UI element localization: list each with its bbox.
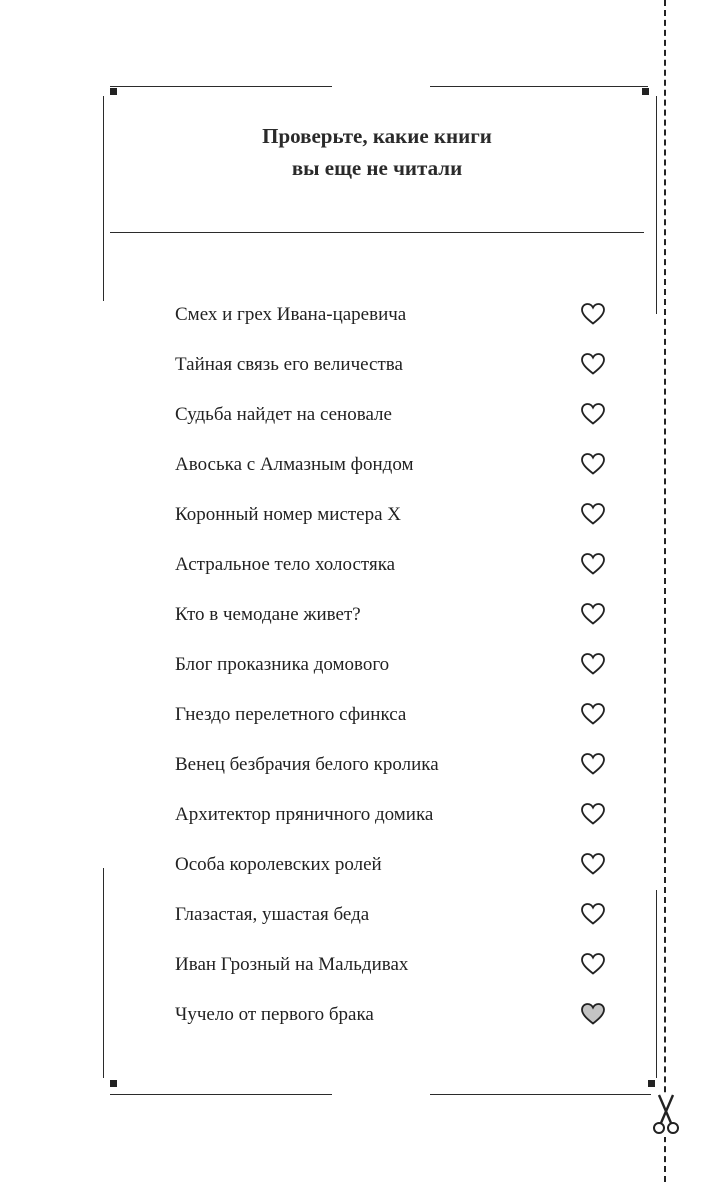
- title-line-2: вы еще не читали: [291, 156, 463, 180]
- list-item: [175, 650, 615, 690]
- list-item: [175, 350, 615, 390]
- book-title: Коронный номер мистера Х: [175, 504, 402, 525]
- book-title: Иван Грозный на Мальдивах: [175, 954, 409, 975]
- list-item: [175, 1000, 615, 1040]
- book-title: Глазастая, ушастая беда: [175, 904, 370, 925]
- book-title: Венец безбрачия белого кролика: [175, 754, 439, 775]
- book-title: Кто в чемодане живет?: [175, 604, 361, 625]
- list-item: [175, 450, 615, 490]
- book-title: Авоська с Алмазным фондом: [175, 454, 414, 475]
- heart-icon[interactable]: [580, 702, 606, 726]
- list-item: [175, 950, 615, 990]
- book-title: Особа королевских ролей: [175, 854, 382, 875]
- list-item: [175, 600, 615, 640]
- list-item: [175, 900, 615, 940]
- heart-icon[interactable]: [580, 302, 606, 326]
- list-item: [175, 400, 615, 440]
- list-item: [175, 500, 615, 540]
- heart-icon[interactable]: [580, 652, 606, 676]
- book-title: Блог проказника домового: [175, 654, 390, 675]
- list-item: [175, 300, 615, 340]
- list-item: [175, 750, 615, 790]
- list-item: [175, 850, 615, 890]
- book-title: Гнездо перелетного сфинкса: [175, 704, 407, 725]
- book-title: Тайная связь его величества: [175, 354, 403, 375]
- heart-icon[interactable]: [580, 352, 606, 376]
- heart-icon[interactable]: [580, 852, 606, 876]
- book-title: Архитектор пряничного домика: [175, 804, 434, 825]
- heart-filled-icon[interactable]: [580, 1002, 606, 1026]
- list-item: [175, 700, 615, 740]
- heart-icon[interactable]: [580, 902, 606, 926]
- heart-icon[interactable]: [580, 552, 606, 576]
- heart-icon[interactable]: [580, 952, 606, 976]
- book-title: Чучело от первого брака: [175, 1004, 374, 1025]
- book-title: Судьба найдет на сеновале: [175, 404, 392, 425]
- heart-icon[interactable]: [580, 802, 606, 826]
- heart-icon[interactable]: [580, 602, 606, 626]
- heart-icon[interactable]: [580, 402, 606, 426]
- heart-icon[interactable]: [580, 752, 606, 776]
- book-title: Смех и грех Ивана-царевича: [175, 304, 407, 325]
- heart-icon[interactable]: [580, 452, 606, 476]
- list-item: [175, 550, 615, 590]
- book-title: Астральное тело холостяка: [175, 554, 396, 575]
- title-line-1: Проверьте, какие книги: [262, 124, 492, 148]
- list-item: [175, 800, 615, 840]
- heart-icon[interactable]: [580, 502, 606, 526]
